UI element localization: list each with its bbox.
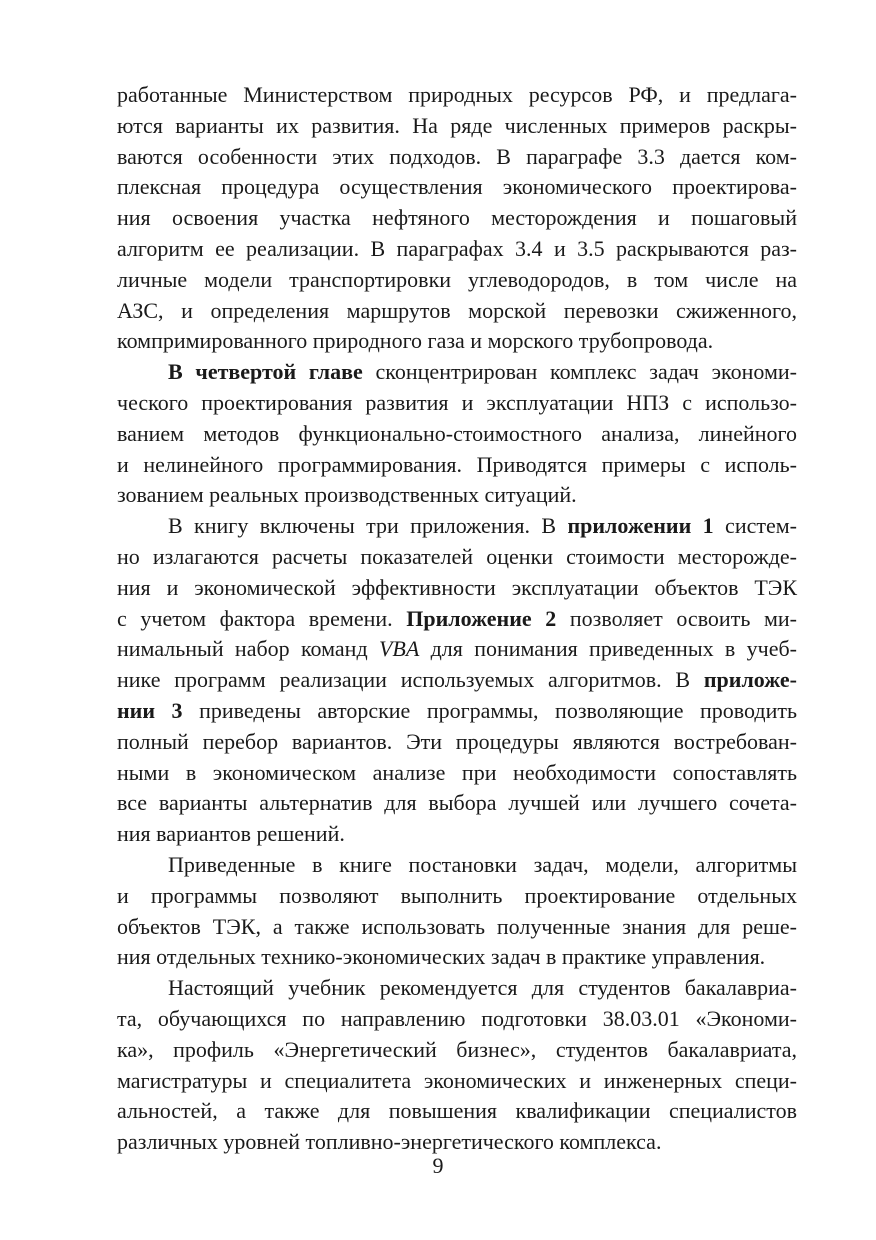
text-line: ка», профиль «Энергетический бизнес», студентов бакалавриата, [117,1036,797,1062]
text-line: ческого проектирования развития и эксплуатации НПЗ с использо- [117,389,797,415]
bold-term: В четвертой главе [168,359,363,385]
text-line: ванием методов функционально-стоимостного анализа, линейного [117,420,797,446]
text-line: ния и экономической эффективности эксплуатации объектов ТЭК [117,574,797,600]
text-line: ными в экономическом анализе при необходимости сопоставлять [117,759,797,785]
text-run: систем- [713,513,797,539]
text-line: полный перебор вариантов. Эти процедуры являются востребован- [117,728,797,754]
bold-term: Приложение 2 [406,605,557,631]
text-line [117,357,797,388]
text-run: В книгу включены три приложения. В [168,513,568,539]
text-line: алгоритм ее реализации. В параграфах 3.4 и 3.5 раскрываются раз- [117,235,797,261]
text-line: работанные Министерством природных ресурсов РФ, и предлага- [117,82,797,107]
text-line: и программы позволяют выполнить проектирование отдельных [117,882,797,908]
text-line: та, обучающихся по направлению подготовки 38.03.01 «Экономи- [117,1005,797,1031]
text-line: ния отдельных технико-экономических задач в практике управления. [117,944,766,970]
text-line: но излагаются расчеты показателей оценки стоимости месторожде- [117,543,797,569]
text-line [117,511,797,542]
text-line: и нелинейного программирования. Приводятся примеры с исполь- [117,451,797,477]
text-line: зованием реальных производственных ситуаций. [117,482,577,508]
text-line [117,696,797,727]
page-number: 9 [432,1153,444,1178]
text-line: ния освоения участка нефтяного месторождения и пошаговый [117,205,797,231]
text-run: нике программ реализации используемых алгоритмов. В [117,667,704,693]
paragraph-2 [117,357,797,511]
text-line [117,604,797,635]
text-line: личные модели транспортировки углеводородов, в том числе на [117,266,797,292]
text-line: плексная процедура осуществления экономического проектирова- [117,174,797,200]
paragraph-5 [117,973,797,1158]
text-run: позволяет освоить ми- [556,605,797,631]
paragraph-1 [117,80,797,357]
text-line: все варианты альтернатив для выбора лучшей или лучшего сочета- [117,790,797,816]
italic-term: VBA [378,636,420,662]
bold-term: нии 3 [117,697,183,723]
text-line: Приведенные в книге постановки задач, модели, алгоритмы [168,851,797,877]
text-line: ваются особенности этих подходов. В параграфе 3.3 дается ком- [117,143,797,169]
text-line: альностей, а также для повышения квалификации специалистов [117,1098,797,1124]
text-line [117,665,797,696]
text-run: для понимания приведенных в учеб- [419,636,797,662]
text-line: объектов ТЭК, а также использовать полученные знания для реше- [117,913,797,939]
text-line: Настоящий учебник рекомендуется для студентов бакалавриа- [168,975,797,1001]
paragraph-4 [117,850,797,973]
text-line: ния вариантов решений. [117,821,345,847]
text-line [117,634,797,665]
text-line: магистратуры и специалитета экономических и инженерных специ- [117,1067,797,1093]
text-run: нимальный набор команд [117,636,379,662]
text-line: компримированного природного газа и морского трубопровода. [117,328,714,354]
text-line: ются варианты их развития. На ряде численных примеров раскры- [117,112,797,138]
text-run: сконцентрирован комплекс задач экономи- [362,359,797,385]
text-run: с учетом фактора времени. [117,605,407,631]
bold-term: приложе- [703,667,797,693]
text-run: приведены авторские программы, позволяющие проводить [182,697,797,723]
text-line: АЗС, и определения маршрутов морской перевозки сжиженного, [117,297,797,323]
bold-term: приложении 1 [567,513,714,539]
page-body [117,80,797,1158]
paragraph-3 [117,511,797,850]
text-line: различных уровней топливно-энергетического комплекса. [117,1129,662,1155]
